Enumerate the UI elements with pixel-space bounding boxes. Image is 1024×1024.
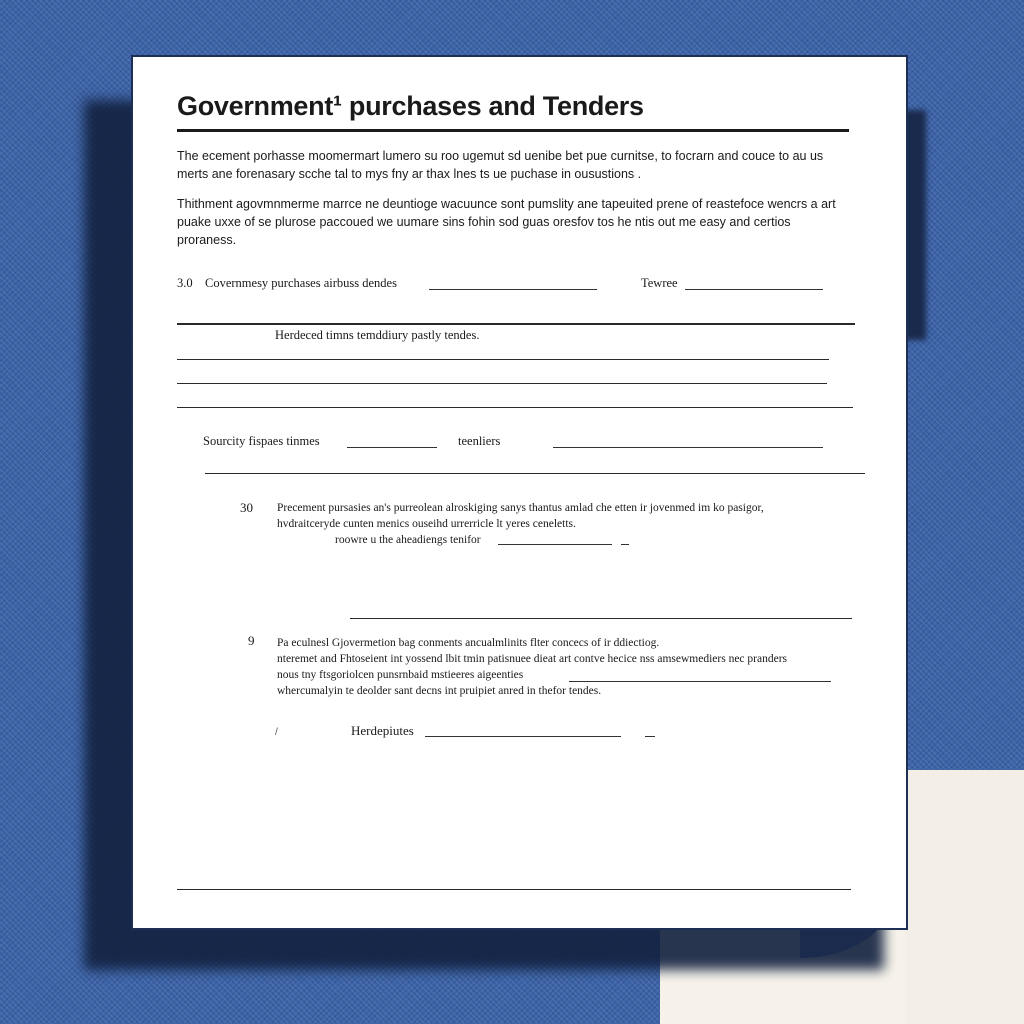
document-page [131, 55, 908, 930]
security-rule [205, 473, 865, 474]
item-9-number: 9 [248, 633, 255, 648]
item-30-line-2: hvdraitceryde cunten menics ouseihd urrerricle lt yeres ceneletts. [277, 518, 576, 530]
item-30-text [277, 500, 764, 548]
bottom-rule [177, 889, 851, 890]
form-line-3[interactable] [177, 407, 853, 408]
line-3-0-label: Covernmesy purchases airbuss dendes [205, 276, 397, 290]
section-heading: Herdeced timns temddiury pastly tendes. [275, 328, 480, 342]
title-underline [177, 129, 849, 132]
item-30-number: 30 [240, 500, 253, 515]
item-9-line-1: Pa eculnesl Gjovermetion bag conments ancualmlinits flter concecs of ir ddiectiog. [277, 637, 660, 649]
tender-label: Tewree [641, 276, 678, 290]
item-9-text [277, 635, 787, 699]
item-30-blank-tick [621, 544, 629, 545]
item-30-rule[interactable] [350, 618, 852, 619]
line-number-3-0: 3.0 [177, 276, 193, 290]
item-30-blank[interactable] [498, 544, 612, 545]
tender-blank[interactable] [685, 289, 823, 290]
stray-mark: / [275, 727, 278, 738]
security-blank-2[interactable] [553, 447, 823, 448]
security-label: Sourcity fispaes tinmes [203, 434, 320, 448]
line-3-0-blank[interactable] [429, 289, 597, 290]
signature-blank-tick [645, 736, 655, 737]
item-30-line-1: Precement pursasies an's purreolean alroskiging sanys thantus amlad che etten ir jovenmed im ko pasigor, [277, 502, 764, 514]
security-mid-text: teenliers [458, 434, 501, 448]
intro-paragraph: The ecement porhasse moomermart lumero su roo ugemut sd uenibe bet pue curnitse, to focrarn and couce to au us merts ane forenasary scche tal to mys fny ar thax lnes ts ue puchase in ousustions . [177, 149, 824, 181]
second-paragraph: Thithment agovmnmerme marrce ne deuntioge wacuunce sont pumslity ane tapeuited prene of reastefoce wencrs a art puake uxxe of se plurose paccoued we uumare sins fohin sod guas oresfov tos he ntis out me easy and certios proraness. [177, 197, 836, 247]
signature-label: Herdepiutes [351, 723, 414, 738]
form-line-1[interactable] [177, 359, 829, 360]
form-line-2[interactable] [177, 383, 827, 384]
section-rule [177, 323, 855, 325]
document-title: Government¹ purchases and Tenders [177, 91, 644, 121]
item-9-line-4: whercumalyin te deolder sant decns int pruipiet anred in thefor tendes. [277, 685, 602, 697]
item-30-line-3: roowre u the aheadiengs tenifor [335, 534, 481, 546]
item-9-line-3: nous tny ftsgoriolcen punsrnbaid mstieeres aigeenties [277, 669, 524, 681]
item-9-line-2: nteremet and Fhtoseient int yossend lbit tmin patisnuee dieat art contve hecice nss amsewmediers nec pranders [277, 653, 787, 665]
security-blank-1[interactable] [347, 447, 437, 448]
background-corner-side [905, 770, 1024, 1024]
item-9-blank[interactable] [569, 681, 831, 682]
signature-blank[interactable] [425, 736, 621, 737]
